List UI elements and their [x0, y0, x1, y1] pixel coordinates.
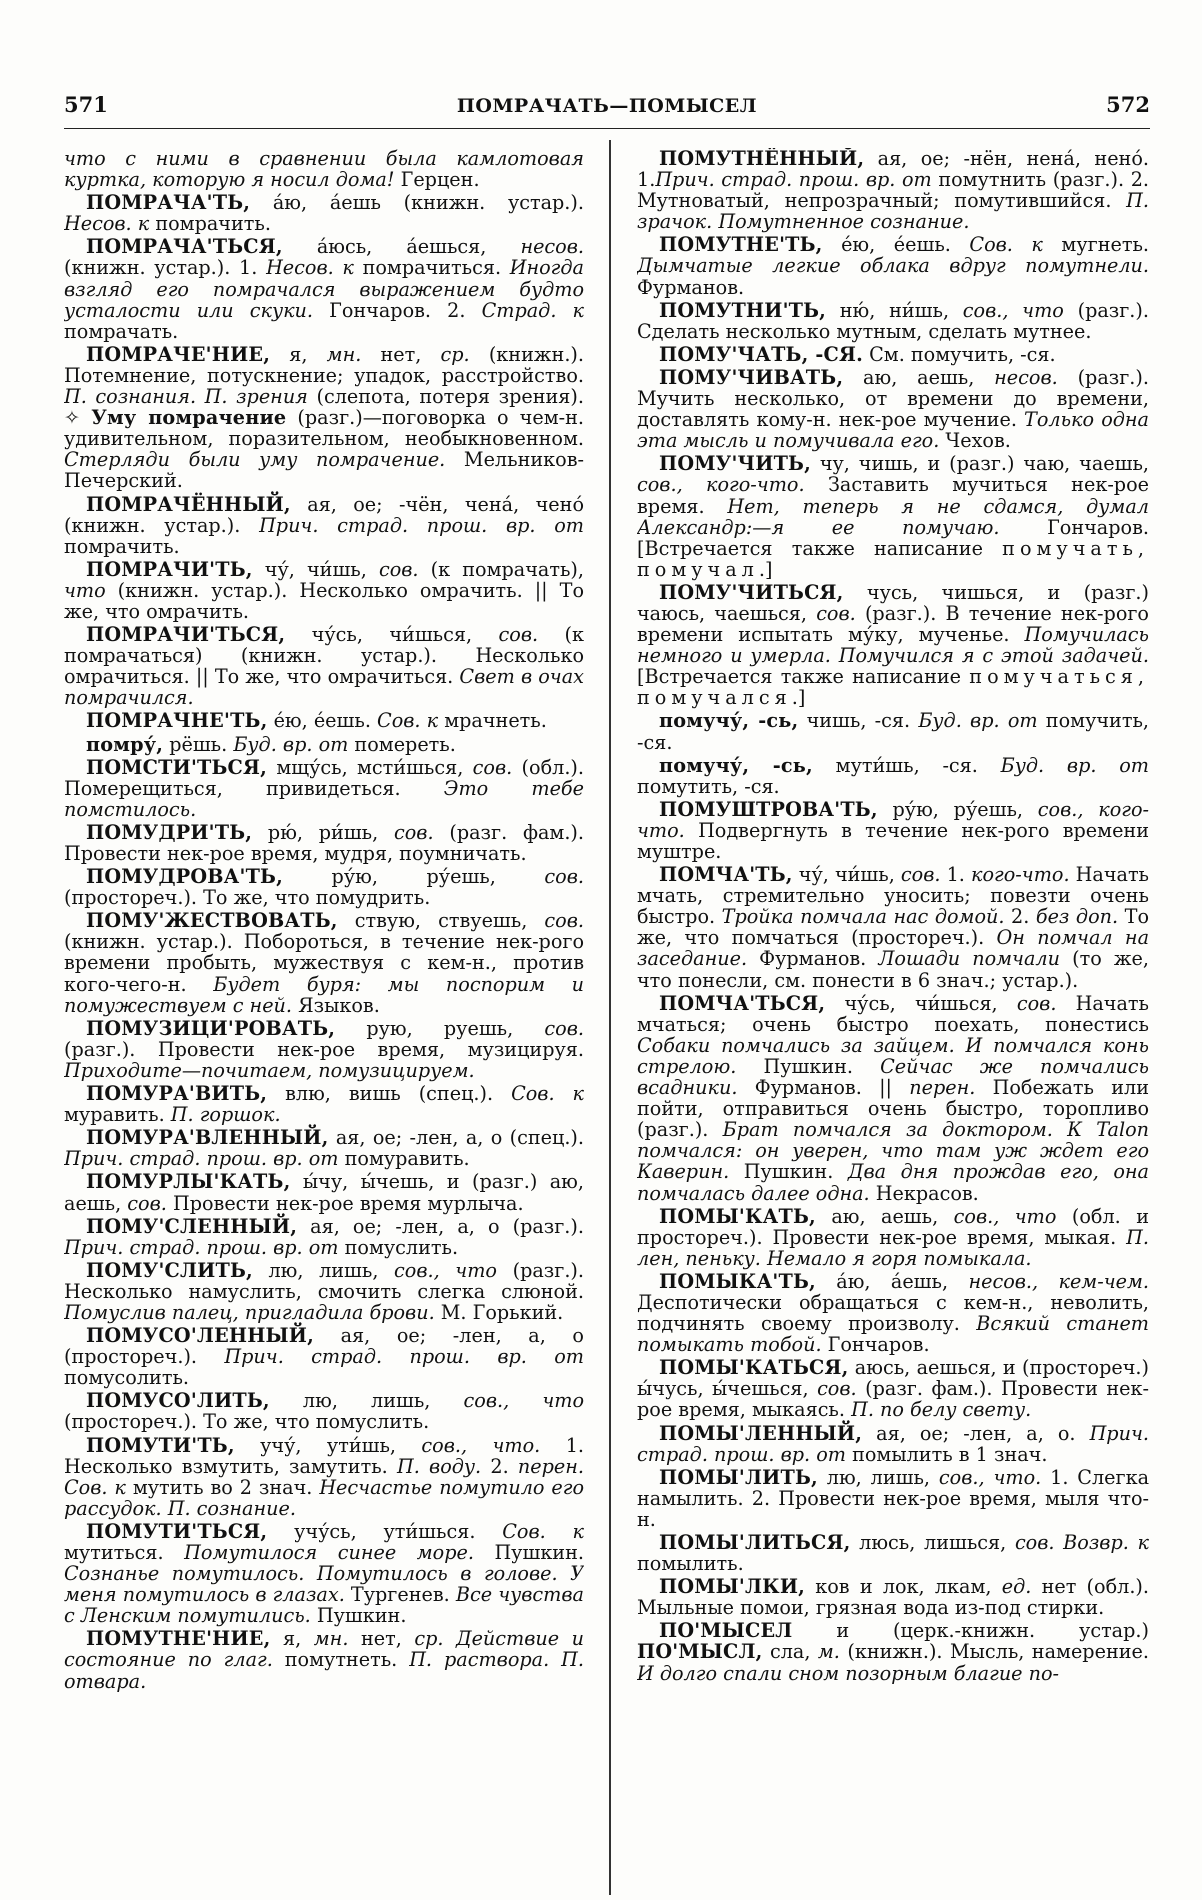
dictionary-entry: ПОМЫ'КАТЬСЯ, аюсь, аешься, и (простореч.) ы́чусь, ы́чешься, сов. (разг. фам.). Провести нек-рое время, мыкаясь. П. по белу свету. [637, 1356, 1149, 1422]
headword: ПОМУТИ'ТЬСЯ, [86, 1519, 268, 1543]
dictionary-entry: ПОМРАЧЁННЫЙ, ая, ое; -чён, чена́, чено́ (книжн. устар.). Прич. страд. прош. вр. от помрачить. [64, 492, 584, 558]
dictionary-entry: ПОМУТИ'ТЬ, учу́, ути́шь, сов., что. 1. Несколько взмутить, замутить. П. воду. 2. перен. Сов. к мутить во 2 знач. Несчастье помутило его рассудок. П. сознание. [64, 1433, 584, 1520]
headword: помучу́, -сь, [659, 753, 813, 777]
headword: ПОМРАЧИ'ТЬ, [86, 557, 253, 581]
headword: ПОМЧА'ТЬ, [659, 863, 793, 887]
headword: ПОМУТНЕ'НИЕ, [86, 1627, 271, 1651]
headword: ПОМЫ'КАТЬСЯ, [659, 1356, 849, 1380]
dictionary-entry: ПОМУ'СЛЕННЫЙ, ая, ое; -лен, а, о (разг.). Прич. страд. прош. вр. от помуслить. [64, 1214, 584, 1259]
headword: ПОМУТИ'ТЬ, [86, 1433, 235, 1457]
headword: ПОМЫКА'ТЬ, [659, 1269, 816, 1293]
dictionary-entry: ПОМСТИ'ТЬСЯ, мщу́сь, мсти́шься, сов. (обл.). Померещиться, привидеться. Это тебе помстилось. [64, 755, 584, 821]
dictionary-entry: ПОМЫ'ЛИТЬСЯ, люсь, лишься, сов. Возвр. к помылить. [637, 1531, 1149, 1576]
dictionary-entry: ПОМУ'ЧАТЬ, -СЯ. См. помучить, -ся. [659, 342, 1056, 366]
headword: ПОМУ'ЖЕСТВОВАТЬ, [86, 909, 338, 933]
headword: ПОМУТНИ'ТЬ, [659, 298, 827, 322]
headword: ПОМРАЧИ'ТЬСЯ, [86, 623, 286, 647]
dictionary-entry: ПОМУ'ЖЕСТВОВАТЬ, ствую, ствуешь, сов. (книжн. устар.). Побороться, в течение нек-рого времени пробыть, мужествуя с кем-н., против кого-чего-н. Будет буря: мы поспорим и помужествуем с ней. Языков. [64, 909, 584, 1017]
headword-variant: ПО'МЫСЛ, [637, 1640, 763, 1664]
page-number-left: 571 [64, 92, 108, 117]
page-number-right: 572 [1106, 92, 1150, 117]
dictionary-entry: ПОМЧА'ТЬ, чу́, чи́шь, сов. 1. кого-что. Начать мчать, стремительно уносить; повезти очень быстро. Тройка помчала нас домой. 2. без доп. То же, что помчаться (простореч.). Он помчал на заседание. Фурманов. Лошади помчали (то же, что понесли, см. понести в 6 знач.; устар.). [637, 863, 1149, 992]
dictionary-entry: ПОМУ'ЧИТЬСЯ, чусь, чишься, и (разг.) чаюсь, чаешься, сов. (разг.). В течение нек-рого времени испытать му́ку, мученье. Помучилась немного и умерла. Помучился я с этой задачей. [Встречается также написание помучаться, помучался.] [637, 580, 1149, 710]
dictionary-entry: ПОМУРЛЫ'КАТЬ, ы́чу, ы́чешь, и (разг.) аю, аешь, сов. Провести нек-рое время мурлыча. [64, 1170, 584, 1215]
headword: ПОМУТНЁННЫЙ, [659, 148, 865, 170]
dictionary-entry: ПОМЫ'ЛИТЬ, лю, лишь, сов., что. 1. Слегка намылить. 2. Провести нек-рое время, мыля что-н. [637, 1465, 1149, 1531]
dictionary-entry: ПОМРАЧИ'ТЬ, чу́, чи́шь, сов. (к помрачать), что (книжн. устар.). Несколько омрачить. || То же, что омрачить. [64, 557, 584, 623]
headword: ПОМРАЧЕ'НИЕ, [86, 342, 271, 366]
idiom: Уму помрачение [91, 406, 287, 430]
headword: помру́, [86, 732, 164, 756]
headword: ПОМЫ'ЛКИ, [659, 1575, 806, 1599]
headword: ПОМУТНЕ'ТЬ, [659, 233, 823, 257]
dictionary-entry: помучу́, -сь, мути́шь, -ся. Буд. вр. от помутить, -ся. [637, 753, 1149, 798]
dictionary-entry: ПОМУРА'ВИТЬ, влю, вишь (спец.). Сов. к муравить. П. горшок. [64, 1082, 584, 1127]
dictionary-entry: ПОМУРА'ВЛЕННЫЙ, ая, ое; -лен, а, о (спец.). Прич. страд. прош. вр. от помуравить. [64, 1126, 584, 1171]
headword: ПОМУДРОВА'ТЬ, [86, 865, 283, 889]
dictionary-entry: ПОМУ'ЧИВАТЬ, аю, аешь, несов. (разг.). Мучить несколько, от времени до времени, доставлять кому-н. нек-рое мучение. Только одна эта мысль и помучивала его. Чехов. [637, 365, 1149, 453]
headword: ПО'МЫСЕЛ [659, 1619, 793, 1643]
dictionary-entry: ПОМУ'СЛИТЬ, лю, лишь, сов., что (разг.). Несколько намуслить, смочить слегка слюной. Помуслив палец, пригладила брови. М. Горький. [64, 1258, 584, 1324]
headword: ПОМУ'ЧИТЬ, [659, 452, 811, 476]
headword: ПОМУ'ЧАТЬ, -СЯ. [659, 342, 863, 366]
headword: ПОМРАЧЁННЫЙ, [86, 492, 291, 516]
dictionary-entry: ПОМУ'ЧИТЬ, чу, чишь, и (разг.) чаю, чаешь, сов., кого-что. Заставить мучиться нек-рое время. Нет, теперь я не сдамся, думал Александр:—я ее помучаю. Гончаров. [Встречается также написание помучать, помучал.] [637, 452, 1149, 581]
headword: ПОМУШТРОВА'ТЬ, [659, 797, 878, 821]
dictionary-entry: ПОМУТНЕ'НИЕ, я, мн. нет, ср. Действие и состояние по глаг. помутнеть. П. раствора. П. отвара. [64, 1627, 584, 1693]
dictionary-entry: ПОМУТНИ'ТЬ, ню́, ни́шь, сов., что (разг.). Сделать несколько мутным, сделать мутнее. [637, 298, 1149, 343]
dictionary-entry: ПОМРАЧИ'ТЬСЯ, чу́сь, чи́шься, сов. (к помрачаться) (книжн. устар.). Несколько омрачиться. || То же, что омрачиться. Свет в очах помрачился. [64, 623, 584, 710]
headword: ПОМУРЛЫ'КАТЬ, [86, 1170, 291, 1194]
dictionary-entry: ПОМУШТРОВА'ТЬ, ру́ю, ру́ешь, сов., кого-что. Подвергнуть в течение нек-рого времени муштре. [637, 797, 1149, 863]
dictionary-entry: помучу́, -сь, чишь, -ся. Буд. вр. от помучить, -ся. [637, 709, 1149, 754]
headword: ПОМУ'ЧИВАТЬ, [659, 365, 844, 389]
headword: ПОМРАЧНЕ'ТЬ, [86, 709, 268, 733]
dictionary-entry: ПОМРАЧА'ТЬСЯ, а́юсь, а́ешься, несов. (книжн. устар.). 1. Несов. к помрачиться. Иногда взгляд его помрачался выражением будто усталости или скуки. Гончаров. 2. Страд. к помрачать. [64, 235, 584, 343]
dictionary-entry: ПОМУДРОВА'ТЬ, ру́ю, ру́ешь, сов. (простореч.). То же, что помудрить. [64, 865, 584, 910]
dictionary-entry: ПОМУДРИ'ТЬ, рю́, ри́шь, сов. (разг. фам.). Провести нек-рое время, мудря, поумничать. [64, 820, 584, 865]
running-title: ПОМРАЧАТЬ—ПОМЫСЕЛ [456, 95, 758, 117]
headword: ПОМЫ'КАТЬ, [659, 1204, 816, 1228]
column-divider [609, 140, 611, 1895]
dictionary-entry: ПОМУСО'ЛИТЬ, лю, лишь, сов., что (простореч.). То же, что помуслить. [64, 1389, 584, 1434]
headword: ПОМЫ'ЛЕННЫЙ, [659, 1421, 863, 1445]
dictionary-entry: ПОМРАЧНЕ'ТЬ, е́ю, е́ешь. Сов. к мрачнеть. [86, 709, 547, 733]
dictionary-entry: ПОМРАЧА'ТЬ, а́ю, а́ешь (книжн. устар.). Несов. к помрачить. [64, 191, 584, 236]
right-column [637, 148, 1149, 1900]
dictionary-entry: ПОМЫ'КАТЬ, аю, аешь, сов., что (обл. и простореч.). Провести нек-рое время, мыкая. П. лен, пеньку. Немало я горя помыкала. [637, 1204, 1149, 1270]
headword: ПОМУСО'ЛЕННЫЙ, [86, 1324, 315, 1348]
dictionary-entry: ПОМУТИ'ТЬСЯ, учу́сь, ути́шься. Сов. к мутиться. Помутилося синее море. Пушкин. Сознанье помутилось. Помутилось в голове. У меня помутилось в глазах. Тургенев. Все чувства с Ленским помутились. Пушкин. [64, 1519, 584, 1628]
entry-continuation: что с ними в сравнении была камлотовая куртка, которую я носил дома! Герцен. [64, 148, 584, 192]
dictionary-entry: ПОМРАЧЕ'НИЕ, я, мн. нет, ср. (книжн.). Потемнение, потускнение; упадок, расстройство. П. сознания. П. зрения (слепота, потеря зрения). ✧ Уму помрачение (разг.)—поговорка о чем-н. удивительном, поразительном, необыкновенном. Стерляди были уму помрачение. Мельников-Печерский. [64, 342, 584, 493]
headword: ПОМУ'СЛИТЬ, [86, 1258, 253, 1282]
headword: ПОМРАЧА'ТЬСЯ, [86, 235, 283, 259]
dictionary-entry: ПОМЫ'ЛЕННЫЙ, ая, ое; -лен, а, о. Прич. страд. прош. вр. от помылить в 1 знач. [637, 1421, 1149, 1466]
headword: ПОМУРА'ВИТЬ, [86, 1082, 268, 1106]
headword: ПОМЫ'ЛИТЬ, [659, 1465, 818, 1489]
headword: ПОМЫ'ЛИТЬСЯ, [659, 1531, 851, 1554]
dictionary-entry: ПОМУТНЁННЫЙ, ая, ое; -нён, нена́, нено́. 1.Прич. страд. прош. вр. от помутнить (разг.). 2. Мутноватый, непрозрачный; помутившийся. П. зрачок. Помутненное сознание. [637, 148, 1149, 234]
headword: ПОМУДРИ'ТЬ, [86, 820, 253, 844]
dictionary-entry: ПОМЧА'ТЬСЯ, чу́сь, чи́шься, сов. Начать мчаться; очень быстро поехать, понестись Собаки помчались за зайцем. И помчался конь стрелою. Пушкин. Сейчас же помчались всадники. Фурманов. || перен. Побежать или пойти, отправиться очень быстро, торопливо (разг.). Брат помчался за доктором. К Talon помчался: он уверен, что там уж ждет его Каверин. Пушкин. Два дня прождав его, она помчалась далее одна. Некрасов. [637, 991, 1149, 1205]
headword: ПОМСТИ'ТЬСЯ, [86, 755, 268, 779]
dictionary-entry: ПОМУСО'ЛЕННЫЙ, ая, ое; -лен, а, о (простореч.). Прич. страд. прош. вр. от помусолить. [64, 1324, 584, 1390]
headword: ПОМЧА'ТЬСЯ, [659, 991, 826, 1015]
page-header [64, 92, 1150, 129]
headword: ПОМРАЧА'ТЬ, [86, 191, 251, 215]
dictionary-entry: ПОМЫКА'ТЬ, а́ю, а́ешь, несов., кем-чем. Деспотически обращаться с кем-н., неволить, подчинять своему произволу. Всякий станет помыкать тобой. Гончаров. [637, 1269, 1149, 1357]
dictionary-entry: ПОМЫ'ЛКИ, ков и лок, лкам, ед. нет (обл.). Мыльные помои, грязная вода из-под стирки. [637, 1575, 1149, 1620]
dictionary-entry: ПО'МЫСЕЛ и (церк.-книжн. устар.) ПО'МЫСЛ, сла, м. (книжн.). Мысль, намерение. И долго спали сном позорным благие по- [637, 1619, 1149, 1685]
dictionary-entry: ПОМУЗИЦИ'РОВАТЬ, рую, руешь, сов. (разг.). Провести нек-рое время, музицируя. Приходите—почитаем, помузицируем. [64, 1016, 584, 1082]
headword: ПОМУЗИЦИ'РОВАТЬ, [86, 1016, 336, 1040]
headword: помучу́, -сь, [659, 709, 799, 733]
left-column [64, 148, 584, 1900]
headword: ПОМУРА'ВЛЕННЫЙ, [86, 1126, 329, 1150]
dictionary-entry: помру́, рёшь. Буд. вр. от помереть. [86, 732, 456, 756]
dictionary-entry: ПОМУТНЕ'ТЬ, е́ю, е́ешь. Сов. к мугнеть. Дымчатые легкие облака вдруг помутнели. Фурманов. [637, 233, 1149, 299]
headword: ПОМУ'СЛЕННЫЙ, [86, 1214, 298, 1238]
headword: ПОМУСО'ЛИТЬ, [86, 1389, 270, 1413]
headword: ПОМУ'ЧИТЬСЯ, [659, 580, 844, 604]
